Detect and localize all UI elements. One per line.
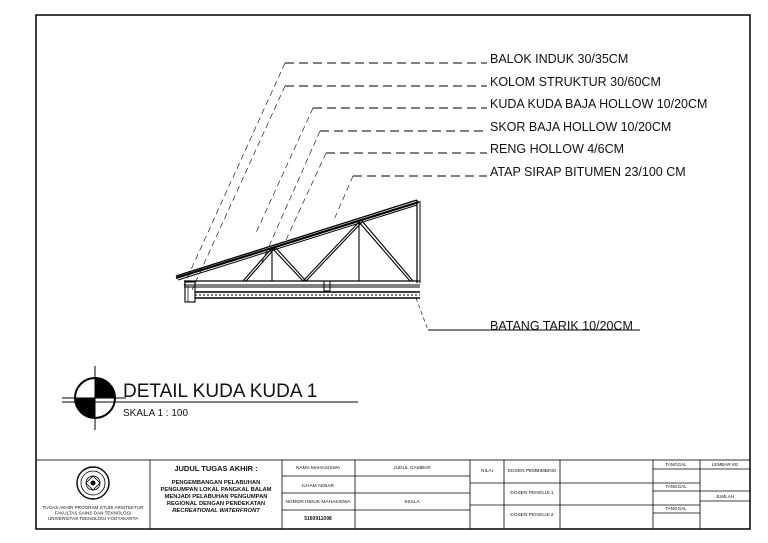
judul-gambar-label: JUDUL GAMBAR xyxy=(393,466,431,471)
label-balok-induk: BALOK INDUK 30/35CM xyxy=(490,52,629,66)
judul-line-3: MENJADI PELABUHAN PENGUMPAN xyxy=(164,494,268,500)
nama-mahasiswa-label: NAMA MAHASISWA xyxy=(295,466,341,471)
skala-label: SKALA xyxy=(404,500,420,505)
nim-label: NOMOR INDUK MAHASISWA xyxy=(285,500,351,505)
judul-line-2: PENGUMPAN LOKAL PANGKAL BALAM xyxy=(160,487,272,493)
label-kolom-struktur: KOLOM STRUKTUR 30/60CM xyxy=(490,75,661,89)
label-batang-tarik: BATANG TARIK 10/20CM xyxy=(490,319,633,333)
drawing-scale: SKALA 1 : 100 xyxy=(123,408,189,419)
judul-line-4: REGIONAL DENGAN PENDEKATAN xyxy=(166,501,266,507)
nama-mahasiswa-value: ILHAM AKBAR xyxy=(302,484,334,489)
dosen-penguji-2-label: DOSEN PENGUJI 2 xyxy=(510,513,554,518)
label-reng-hollow: RENG HOLLOW 4/6CM xyxy=(490,142,625,156)
judul-header: JUDUL TUGAS AKHIR : xyxy=(174,464,258,473)
jumlah-label: JUMLAH xyxy=(715,494,735,499)
tanggal-label-3: TANGGAL xyxy=(665,506,687,511)
dosen-penguji-1-label: DOSEN PENGUJI 1 xyxy=(510,491,554,496)
tanggal-label-1: TANGGAL xyxy=(665,462,687,467)
nim-value: 5160911098 xyxy=(304,516,332,522)
institution-line-3: UNIVERSITAS TEKNOLOGI YOGYAKARTA xyxy=(47,516,139,521)
institution-line-1: TUGAS AKHIR PROGRAM STUDI ARSITEKTUR xyxy=(42,505,144,510)
thesis-title xyxy=(161,464,272,514)
label-atap-sirap: ATAP SIRAP BITUMEN 23/100 CM xyxy=(490,165,686,179)
nilai-label: NILAI xyxy=(481,469,493,474)
label-kuda-kuda: KUDA KUDA BAJA HOLLOW 10/20CM xyxy=(490,97,708,111)
institution-text xyxy=(42,505,144,521)
judul-line-1: PENGEMBANGAN PELABUHAN xyxy=(171,480,261,486)
dosen-pembimbing-label: DOSEN PEMBIMBING xyxy=(507,469,557,474)
tanggal-label-2: TANGGAL xyxy=(665,484,687,489)
institution-line-2: FAKULTAS SAINS DAN TEKNOLOGI xyxy=(54,510,132,516)
lembar-ke-label: LEMBAR KE xyxy=(711,462,739,467)
judul-line-5: RECREATIONAL WATERFRONT xyxy=(172,508,260,514)
drawing-title: DETAIL KUDA KUDA 1 xyxy=(123,381,318,402)
label-skor-baja: SKOR BAJA HOLLOW 10/20CM xyxy=(490,120,672,134)
